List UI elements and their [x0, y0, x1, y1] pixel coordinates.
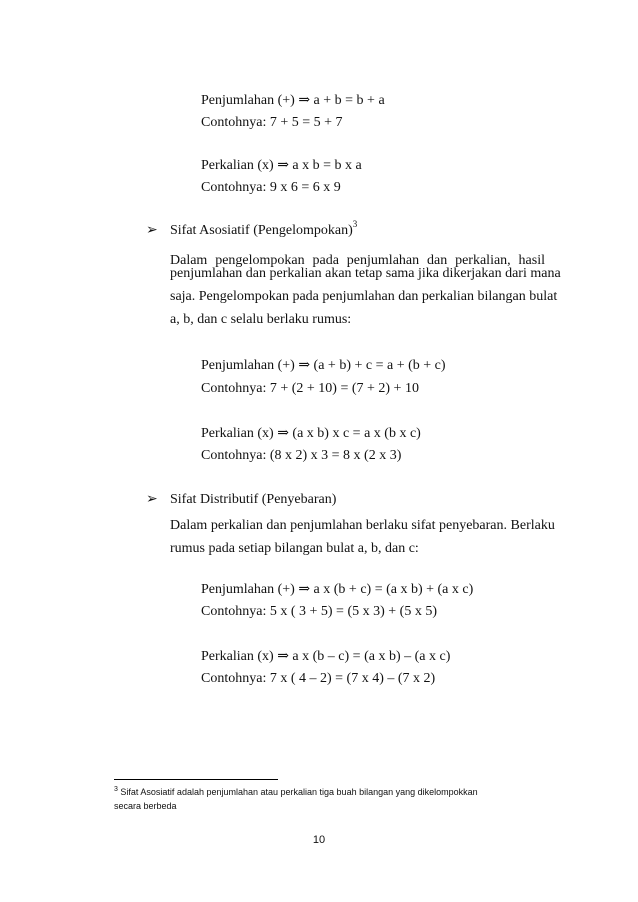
footnote-line: secara berbeda — [114, 801, 177, 811]
formula-penjumlahan-distributif: Penjumlahan (+) ⇒ a x (b + c) = (a x b) + (a x c) — [201, 582, 474, 597]
example-perkalian-komutatif: Contohnya: 9 x 6 = 6 x 9 — [201, 180, 341, 195]
example-perkalian-distributif: Contohnya: 7 x ( 4 – 2) = (7 x 4) – (7 x 2) — [201, 671, 436, 686]
footnote-reference[interactable]: 3 — [352, 219, 358, 230]
formula-perkalian-asosiatif: Perkalian (x) ⇒ (a x b) x c = a x (b x c) — [201, 426, 421, 441]
formula-penjumlahan-asosiatif: Penjumlahan (+) ⇒ (a + b) + c = a + (b + c) — [201, 358, 446, 373]
paragraph-line: rumus pada setiap bilangan bulat a, b, dan c: — [170, 541, 419, 556]
example-penjumlahan-distributif: Contohnya: 5 x ( 3 + 5) = (5 x 3) + (5 x 5) — [201, 604, 437, 619]
paragraph-line: penjumlahan dan perkalian akan tetap sama jika dikerjakan dari mana — [170, 266, 561, 281]
bullet-arrow-icon: ➢ — [146, 491, 158, 507]
formula-perkalian-distributif: Perkalian (x) ⇒ a x (b – c) = (a x b) – (a x c) — [201, 649, 451, 664]
page-number: 10 — [312, 834, 326, 846]
footnote-divider — [114, 779, 278, 780]
section-heading-distributif: Sifat Distributif (Penyebaran) — [170, 492, 337, 507]
example-penjumlahan-asosiatif: Contohnya: 7 + (2 + 10) = (7 + 2) + 10 — [201, 381, 419, 396]
footnote-marker: 3 — [114, 786, 118, 793]
bullet-arrow-icon: ➢ — [146, 222, 158, 238]
paragraph-line: Dalam pengelompokan pada penjumlahan dan perkalian, hasil — [170, 253, 545, 268]
example-penjumlahan-komutatif: Contohnya: 7 + 5 = 5 + 7 — [201, 115, 343, 130]
formula-perkalian-komutatif: Perkalian (x) ⇒ a x b = b x a — [201, 158, 362, 173]
paragraph-line: a, b, dan c selalu berlaku rumus: — [170, 312, 352, 327]
formula-penjumlahan-komutatif: Penjumlahan (+) ⇒ a + b = b + a — [201, 93, 385, 108]
paragraph-line: Dalam perkalian dan penjumlahan berlaku sifat penyebaran. Berlaku — [170, 518, 555, 533]
section-heading-asosiatif: Sifat Asosiatif (Pengelompokan)$^3$ — [170, 219, 358, 238]
paragraph-line: saja. Pengelompokan pada penjumlahan dan perkalian bilangan bulat — [170, 289, 558, 304]
example-perkalian-asosiatif: Contohnya: (8 x 2) x 3 = 8 x (2 x 3) — [201, 448, 402, 463]
footnote-line: $^3$ Sifat Asosiatif adalah penjumlahan atau perkalian tiga buah bilangan yang dikelompokkan — [114, 786, 478, 797]
